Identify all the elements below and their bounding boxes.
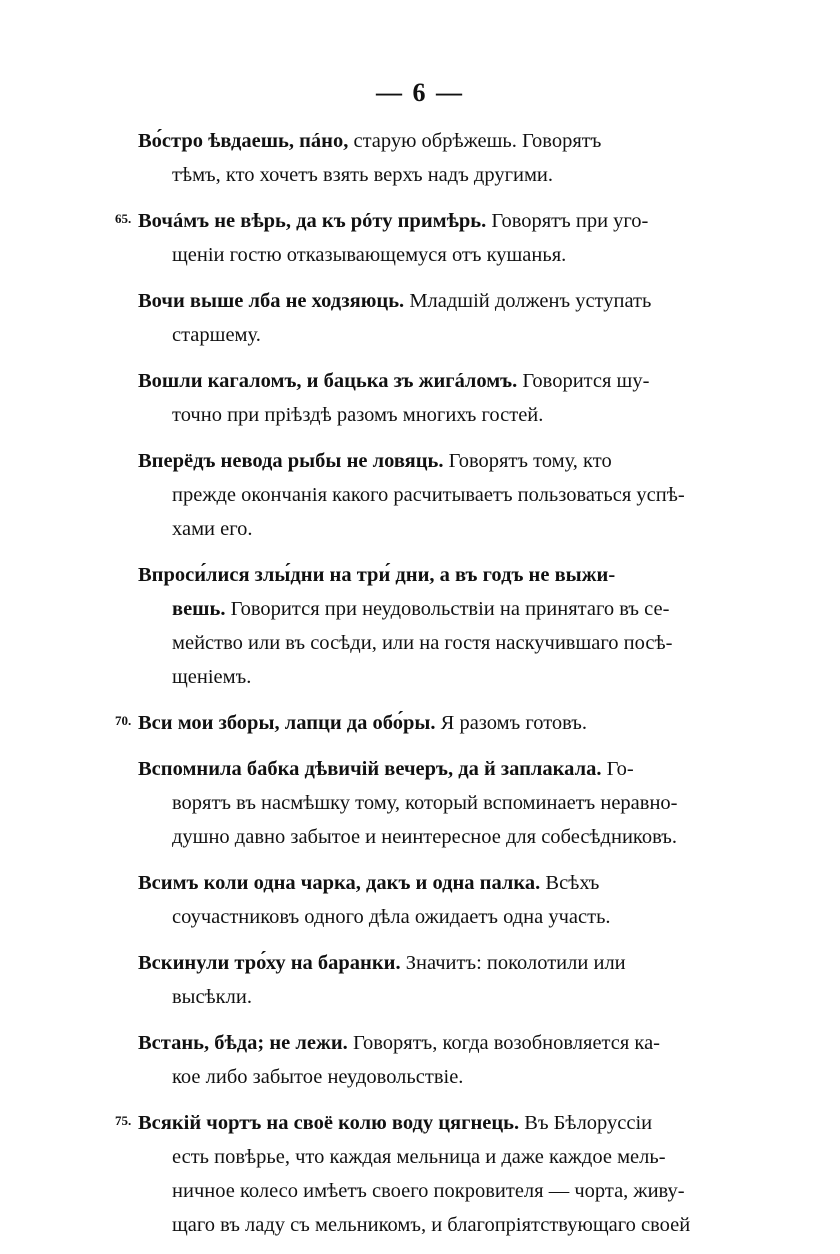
proverb-text: Впроси́лися злы́дни на три́ дни, а въ годъ не выжи-: [138, 564, 616, 586]
proverb-line: [0, 364, 840, 398]
proverb-entry: [0, 204, 840, 272]
proverb-line: [0, 444, 840, 478]
proverb-entry: [0, 558, 840, 694]
commentary-text: соучастниковъ одного дѣла ожидаетъ одна участь.: [172, 906, 611, 928]
commentary-line: [0, 626, 840, 660]
commentary-text: старую обрѣжешь. Говорятъ: [353, 130, 602, 152]
proverb-text: Во́стро ѣвдаешь, пáно,: [138, 130, 354, 152]
proverb-line: [0, 1026, 840, 1060]
proverb-text: Встань, бѣда; не лежи.: [138, 1032, 348, 1054]
proverb-text: Вперёдъ невода рыбы не ловяць.: [138, 450, 444, 472]
proverb-line: [0, 752, 840, 786]
proverb-line: [0, 558, 840, 592]
proverb-entry: [0, 124, 840, 192]
entry-number: 70.: [115, 713, 132, 728]
proverb-entry: [0, 364, 840, 432]
proverb-line: [0, 866, 840, 900]
commentary-line: [0, 900, 840, 934]
proverb-text: Вошли кагаломъ, и бацька зъ жигáломъ.: [138, 370, 518, 392]
commentary-text: тѣмъ, кто хочетъ взять верхъ надъ другими.: [172, 164, 554, 186]
commentary-text: прежде окончанія какого расчитываетъ пользоваться успѣ-: [172, 484, 685, 506]
commentary-text: ничное колесо имѣетъ своего покровителя — чорта, живу-: [172, 1180, 685, 1202]
commentary-text: щеніемъ.: [172, 666, 252, 688]
proverb-text: Вси мои зборы, лапци да обо́ры.: [138, 712, 436, 734]
commentary-line: [0, 318, 840, 352]
proverb-text: Всякій чортъ на своё колю воду цягнець.: [138, 1112, 520, 1134]
commentary-text: Въ Бѣлоруссіи: [519, 1112, 653, 1134]
commentary-text: мейство или въ сосѣди, или на гостя наскучившаго посѣ-: [172, 632, 673, 654]
commentary-line: [0, 398, 840, 432]
commentary-text: Говорится при неудовольствіи на принятаго въ се-: [225, 598, 670, 620]
commentary-line: [0, 1174, 840, 1208]
entry-number: 75.: [115, 1113, 132, 1128]
commentary-line: [0, 1208, 840, 1242]
commentary-line: [0, 786, 840, 820]
commentary-text: Говорятъ при уго-: [486, 210, 649, 232]
proverb-entry: [0, 706, 840, 740]
commentary-text: Значитъ: поколотили или: [400, 952, 626, 974]
page-number: — 6 —: [376, 78, 464, 107]
commentary-text: есть повѣрье, что каждая мельница и даже каждое мель-: [172, 1146, 666, 1168]
commentary-line: [0, 158, 840, 192]
commentary-text: кое либо забытое неудовольствіе.: [172, 1066, 464, 1088]
proverb-text: Вспомнила бабка дѣвичій вечеръ, да й заплакала.: [138, 758, 602, 780]
commentary-text: Я разомъ готовъ.: [435, 712, 588, 734]
entry-number: 65.: [115, 211, 132, 226]
commentary-text: щаго въ ладу съ мельникомъ, и благопріятствующаго своей: [172, 1214, 691, 1236]
commentary-line: [0, 478, 840, 512]
commentary-text: Всѣхъ: [540, 872, 600, 894]
proverb-text: Вочáмъ не вѣрь, да къ рóту примѣрь.: [138, 210, 487, 232]
proverb-entry: [0, 1026, 840, 1094]
commentary-line: [0, 660, 840, 694]
commentary-line: [0, 238, 840, 272]
proverb-text: Вскинули тро́ху на баранки.: [138, 952, 401, 974]
commentary-line: [0, 592, 840, 626]
proverb-line: [0, 946, 840, 980]
commentary-text: старшему.: [172, 324, 261, 346]
proverb-text: Вочи выше лба не ходзяюць.: [138, 290, 405, 312]
commentary-line: [0, 1140, 840, 1174]
proverb-text: Всимъ коли одна чарка, дакъ и одна палка.: [138, 872, 541, 894]
commentary-line: [0, 980, 840, 1014]
proverb-entry: [0, 1106, 840, 1242]
proverb-text: вешь.: [172, 598, 226, 620]
commentary-text: Говорятъ тому, кто: [443, 450, 612, 472]
proverb-line: [0, 124, 840, 158]
commentary-text: точно при пріѣздѣ разомъ многихъ гостей.: [172, 404, 544, 426]
commentary-text: душно давно забытое и неинтересное для собесѣдниковъ.: [172, 826, 677, 848]
proverb-entry: [0, 284, 840, 352]
commentary-text: Го-: [601, 758, 634, 780]
commentary-text: хами его.: [172, 518, 253, 540]
commentary-line: [0, 512, 840, 546]
commentary-text: Говорится шу-: [517, 370, 650, 392]
proverb-line: [0, 284, 840, 318]
commentary-text: высѣкли.: [172, 986, 252, 1008]
proverb-entry: [0, 752, 840, 854]
proverb-entry: [0, 946, 840, 1014]
commentary-text: Говорятъ, когда возобновляется ка-: [347, 1032, 660, 1054]
commentary-text: ворятъ въ насмѣшку тому, который вспоминаетъ неравно-: [172, 792, 678, 814]
commentary-text: щеніи гостю отказывающемуся отъ кушанья.: [172, 244, 567, 266]
commentary-line: [0, 820, 840, 854]
proverb-list: [0, 124, 840, 1254]
commentary-line: [0, 1060, 840, 1094]
proverb-entry: [0, 866, 840, 934]
proverb-entry: [0, 444, 840, 546]
commentary-text: Младшій долженъ уступать: [404, 290, 652, 312]
